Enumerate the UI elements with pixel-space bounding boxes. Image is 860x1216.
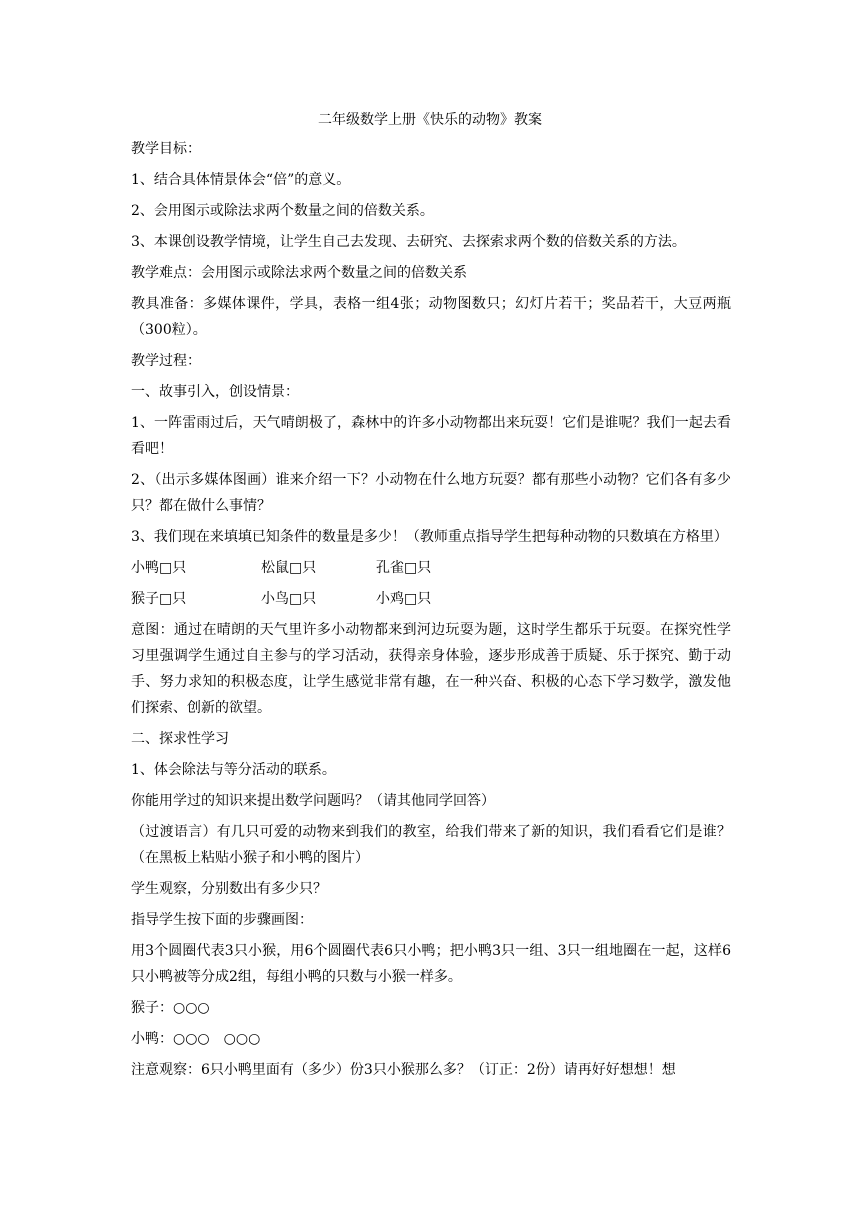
monkeys-diagram-line: 猴子：○○○ xyxy=(131,1000,210,1016)
animal-count-row-1 xyxy=(131,555,731,581)
attention-line: 注意观察：6只小鸭里面有（多少）份3只小猴那么多？（订正：2份）请再好好想想！想 xyxy=(131,1062,676,1078)
step-2-paragraph: 2、（出示多媒体图画）谁来介绍一下？小动物在什么地方玩耍？都有那些小动物？它们各有多少只？都在做什么事情？ xyxy=(131,472,731,514)
animal-count-row-2 xyxy=(131,586,731,612)
goal-3: 3、本课创设教学情境，让学生自己去发现、去研究、去探索求两个数的倍数关系的方法。 xyxy=(131,234,686,250)
animal-count-cell: 小鸡□只 xyxy=(376,591,432,607)
ducks-diagram-line: 小鸭：○○○ ○○○ xyxy=(131,1031,261,1047)
goal-1: 1、结合具体情景体会“倍”的意义。 xyxy=(131,172,351,188)
drawing-instructions-paragraph: 用3个圆圈代表3只小猴，用6个圆圈代表6只小鸭；把小鸭3只一组、3只一组地圈在一起，这样6只小鸭被等分成2组，每组小鸭的只数与小猴一样多。 xyxy=(131,943,731,985)
animal-count-cell: 小鸟□只 xyxy=(261,591,317,607)
teaching-difficulty: 教学难点：会用图示或除法求两个数量之间的倍数关系 xyxy=(131,265,467,281)
step-3-paragraph: 3、我们现在来填填已知条件的数量是多少！（教师重点指导学生把每种动物的只数填在方格里） xyxy=(131,529,728,545)
animal-count-cell: 孔雀□只 xyxy=(376,560,432,576)
heading-teaching-goals: 教学目标： xyxy=(131,141,201,157)
heading-teaching-process: 教学过程： xyxy=(131,353,201,369)
goal-2: 2、会用图示或除法求两个数量之间的倍数关系。 xyxy=(131,203,434,219)
section-1-heading: 一、故事引入，创设情景： xyxy=(131,384,299,400)
step-1-paragraph: 1、一阵雷雨过后，天气晴朗极了，森林中的许多小动物都出来玩耍！它们是谁呢？我们一起去看看吧！ xyxy=(131,415,731,457)
transition-paragraph: （过渡语言）有几只可爱的动物来到我们的教室，给我们带来了新的知识，我们看看它们是谁？（在黑板上粘贴小猴子和小鸭的图片） xyxy=(131,824,731,866)
animal-count-cell: 小鸭□只 xyxy=(131,560,187,576)
teaching-materials: 教具准备：多媒体课件，学具，表格一组4张；动物图数只；幻灯片若干；奖品若干，大豆两瓶（300粒）。 xyxy=(131,296,731,338)
document-title: 二年级数学上册《快乐的动物》教案 xyxy=(318,112,542,128)
intent-paragraph: 意图：通过在晴朗的天气里许多小动物都来到河边玩耍为题，这时学生都乐于玩耍。在探究性学习里强调学生通过自主参与的学习活动，获得亲身体验，逐步形成善于质疑、乐于探究、勤于动手、努力求知的积极态度，让学生感觉非常有趣，在一种兴奋、积极的心态下学习数学，激发他们探索、创新的欲望。 xyxy=(131,622,731,716)
subsection-1-heading: 1、体会除法与等分活动的联系。 xyxy=(131,762,336,778)
animal-count-cell: 松鼠□只 xyxy=(261,560,317,576)
document-body xyxy=(131,136,731,1088)
observe-line: 学生观察，分别数出有多少只？ xyxy=(131,881,327,897)
section-2-heading: 二、探求性学习 xyxy=(131,731,229,747)
animal-count-cell: 猴子□只 xyxy=(131,591,187,607)
guide-line: 指导学生按下面的步骤画图： xyxy=(131,912,313,928)
question-line: 你能用学过的知识来提出数学问题吗？（请其他同学回答） xyxy=(131,793,495,809)
